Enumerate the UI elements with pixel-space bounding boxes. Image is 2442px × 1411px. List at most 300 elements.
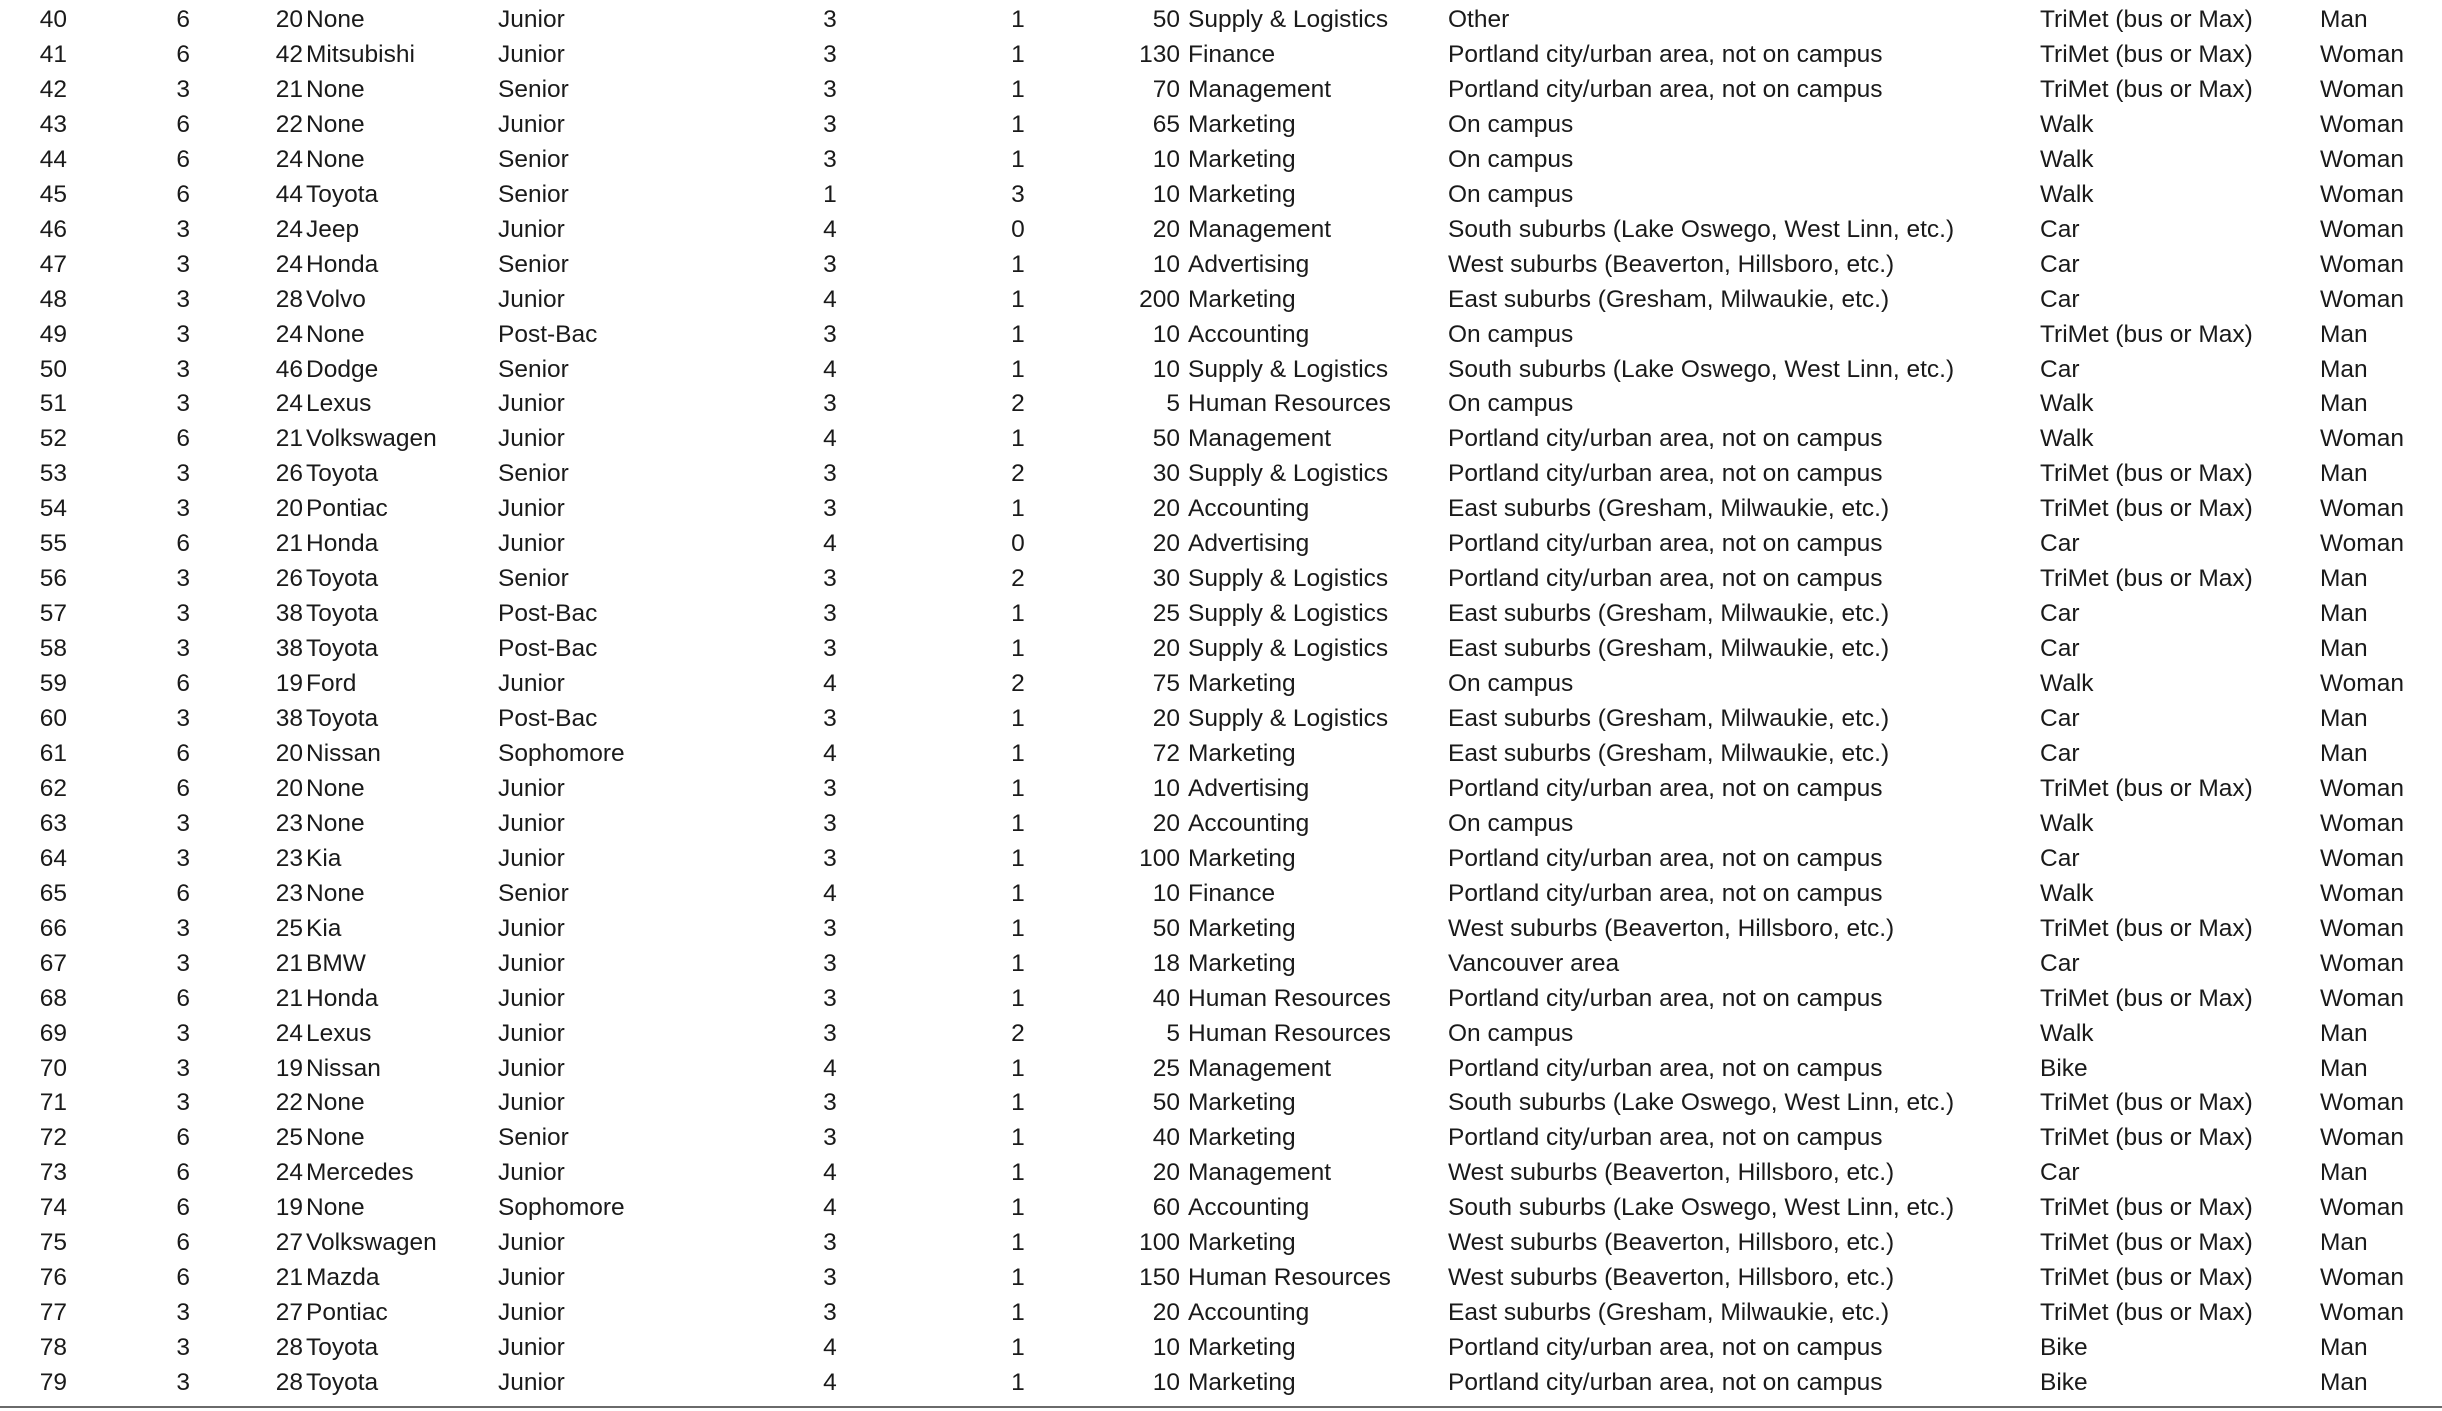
- cell-transport[interactable]: Car: [2040, 250, 2080, 278]
- cell-major[interactable]: Management: [1188, 425, 1332, 453]
- cell-location[interactable]: East suburbs (Gresham, Milwaukie, etc.): [1448, 1299, 1890, 1327]
- cell-col-b[interactable]: 20: [275, 6, 303, 33]
- cell-class-year[interactable]: Junior: [498, 914, 565, 942]
- cell-major[interactable]: Marketing: [1188, 1124, 1296, 1152]
- cell-col-e[interactable]: 1: [1011, 495, 1025, 523]
- cell-row-number[interactable]: 72: [39, 1124, 67, 1152]
- cell-col-b[interactable]: 24: [275, 250, 303, 278]
- cell-transport[interactable]: Walk: [2040, 145, 2094, 173]
- cell-col-e[interactable]: 1: [1011, 75, 1025, 103]
- cell-col-a[interactable]: 6: [176, 425, 190, 453]
- cell-car-brand[interactable]: Dodge: [306, 355, 379, 383]
- cell-gender[interactable]: Man: [2320, 6, 2368, 33]
- cell-car-brand[interactable]: Toyota: [306, 1369, 379, 1397]
- cell-col-f[interactable]: 10: [1152, 879, 1180, 907]
- cell-col-a[interactable]: 3: [176, 355, 190, 383]
- cell-location[interactable]: South suburbs (Lake Oswego, West Linn, etc.): [1448, 215, 1955, 243]
- cell-row-number[interactable]: 66: [39, 914, 67, 942]
- cell-class-year[interactable]: Senior: [498, 355, 569, 383]
- cell-class-year[interactable]: Senior: [498, 250, 569, 278]
- cell-col-b[interactable]: 21: [275, 1264, 303, 1292]
- cell-transport[interactable]: Car: [2040, 739, 2080, 767]
- cell-major[interactable]: Accounting: [1188, 1194, 1310, 1222]
- cell-major[interactable]: Finance: [1188, 40, 1276, 68]
- cell-car-brand[interactable]: Toyota: [306, 565, 379, 593]
- cell-col-d[interactable]: 3: [823, 145, 837, 173]
- cell-major[interactable]: Management: [1188, 215, 1332, 243]
- cell-row-number[interactable]: 78: [39, 1334, 67, 1362]
- cell-col-d[interactable]: 3: [823, 844, 837, 872]
- cell-transport[interactable]: Car: [2040, 635, 2080, 663]
- cell-car-brand[interactable]: Toyota: [306, 180, 379, 208]
- cell-col-d[interactable]: 3: [823, 6, 837, 33]
- cell-row-number[interactable]: 71: [39, 1089, 67, 1117]
- cell-car-brand[interactable]: Toyota: [306, 600, 379, 628]
- cell-transport[interactable]: TriMet (bus or Max): [2040, 495, 2253, 523]
- cell-car-brand[interactable]: Ford: [306, 670, 357, 698]
- cell-col-f[interactable]: 5: [1166, 1019, 1180, 1047]
- cell-col-b[interactable]: 19: [275, 1054, 303, 1082]
- cell-gender[interactable]: Woman: [2320, 774, 2404, 802]
- cell-col-e[interactable]: 1: [1011, 40, 1025, 68]
- cell-col-a[interactable]: 3: [176, 635, 190, 663]
- cell-location[interactable]: South suburbs (Lake Oswego, West Linn, etc.): [1448, 1194, 1955, 1222]
- cell-col-f[interactable]: 65: [1152, 110, 1180, 138]
- cell-major[interactable]: Supply & Logistics: [1188, 6, 1389, 33]
- cell-car-brand[interactable]: Honda: [306, 984, 379, 1012]
- cell-gender[interactable]: Woman: [2320, 250, 2404, 278]
- cell-col-e[interactable]: 1: [1011, 1089, 1025, 1117]
- cell-col-a[interactable]: 3: [176, 1019, 190, 1047]
- cell-row-number[interactable]: 51: [39, 390, 67, 418]
- cell-col-e[interactable]: 1: [1011, 635, 1025, 663]
- cell-col-f[interactable]: 20: [1152, 1159, 1180, 1187]
- cell-col-e[interactable]: 1: [1011, 355, 1025, 383]
- cell-class-year[interactable]: Junior: [498, 1054, 565, 1082]
- cell-col-b[interactable]: 44: [275, 180, 303, 208]
- cell-col-f[interactable]: 10: [1152, 774, 1180, 802]
- cell-transport[interactable]: TriMet (bus or Max): [2040, 75, 2253, 103]
- cell-col-e[interactable]: 1: [1011, 1229, 1025, 1257]
- cell-location[interactable]: Portland city/urban area, not on campus: [1448, 75, 1883, 103]
- cell-gender[interactable]: Man: [2320, 600, 2368, 628]
- cell-col-b[interactable]: 38: [275, 635, 303, 663]
- cell-car-brand[interactable]: BMW: [306, 949, 366, 977]
- cell-location[interactable]: East suburbs (Gresham, Milwaukie, etc.): [1448, 600, 1890, 628]
- cell-col-f[interactable]: 20: [1152, 705, 1180, 732]
- cell-col-d[interactable]: 4: [823, 1334, 837, 1362]
- cell-row-number[interactable]: 63: [39, 809, 67, 837]
- cell-col-b[interactable]: 26: [275, 565, 303, 593]
- cell-major[interactable]: Human Resources: [1188, 1019, 1391, 1047]
- cell-gender[interactable]: Woman: [2320, 40, 2404, 68]
- cell-col-e[interactable]: 1: [1011, 1159, 1025, 1187]
- cell-col-f[interactable]: 72: [1152, 739, 1180, 767]
- cell-car-brand[interactable]: Mazda: [306, 1264, 380, 1292]
- cell-major[interactable]: Accounting: [1188, 809, 1310, 837]
- cell-transport[interactable]: Bike: [2040, 1369, 2088, 1397]
- cell-col-b[interactable]: 20: [275, 774, 303, 802]
- cell-col-f[interactable]: 25: [1152, 600, 1180, 628]
- cell-major[interactable]: Marketing: [1188, 844, 1296, 872]
- cell-location[interactable]: Vancouver area: [1448, 949, 1620, 977]
- cell-class-year[interactable]: Junior: [498, 1334, 565, 1362]
- cell-col-b[interactable]: 26: [275, 460, 303, 488]
- cell-col-a[interactable]: 6: [176, 1264, 190, 1292]
- cell-col-d[interactable]: 3: [823, 40, 837, 68]
- cell-row-number[interactable]: 65: [39, 879, 67, 907]
- cell-class-year[interactable]: Junior: [498, 1299, 565, 1327]
- cell-gender[interactable]: Woman: [2320, 1264, 2404, 1292]
- cell-location[interactable]: West suburbs (Beaverton, Hillsboro, etc.): [1448, 1159, 1895, 1187]
- cell-col-e[interactable]: 1: [1011, 320, 1025, 348]
- cell-gender[interactable]: Woman: [2320, 285, 2404, 313]
- cell-col-e[interactable]: 1: [1011, 6, 1025, 33]
- cell-col-f[interactable]: 130: [1139, 40, 1180, 68]
- cell-col-d[interactable]: 4: [823, 1369, 837, 1397]
- cell-col-e[interactable]: 1: [1011, 1334, 1025, 1362]
- cell-col-e[interactable]: 1: [1011, 110, 1025, 138]
- cell-col-a[interactable]: 6: [176, 670, 190, 698]
- cell-col-e[interactable]: 1: [1011, 425, 1025, 453]
- cell-class-year[interactable]: Junior: [498, 1369, 565, 1397]
- cell-row-number[interactable]: 60: [39, 705, 67, 732]
- cell-col-b[interactable]: 19: [275, 670, 303, 698]
- cell-col-b[interactable]: 24: [275, 390, 303, 418]
- cell-row-number[interactable]: 41: [39, 40, 67, 68]
- cell-col-f[interactable]: 20: [1152, 635, 1180, 663]
- cell-location[interactable]: On campus: [1448, 809, 1574, 837]
- cell-gender[interactable]: Man: [2320, 1334, 2368, 1362]
- cell-transport[interactable]: TriMet (bus or Max): [2040, 320, 2253, 348]
- cell-major[interactable]: Marketing: [1188, 145, 1296, 173]
- cell-row-number[interactable]: 62: [39, 774, 67, 802]
- cell-class-year[interactable]: Junior: [498, 1229, 565, 1257]
- cell-car-brand[interactable]: None: [306, 1124, 365, 1152]
- cell-row-number[interactable]: 50: [39, 355, 67, 383]
- cell-car-brand[interactable]: Toyota: [306, 460, 379, 488]
- cell-class-year[interactable]: Post-Bac: [498, 705, 598, 732]
- cell-col-d[interactable]: 3: [823, 495, 837, 523]
- cell-transport[interactable]: Car: [2040, 285, 2080, 313]
- cell-col-f[interactable]: 25: [1152, 1054, 1180, 1082]
- cell-row-number[interactable]: 48: [39, 285, 67, 313]
- cell-transport[interactable]: TriMet (bus or Max): [2040, 1124, 2253, 1152]
- cell-class-year[interactable]: Junior: [498, 670, 565, 698]
- cell-col-a[interactable]: 6: [176, 774, 190, 802]
- cell-col-e[interactable]: 2: [1011, 565, 1025, 593]
- cell-gender[interactable]: Man: [2320, 460, 2368, 488]
- cell-car-brand[interactable]: None: [306, 145, 365, 173]
- cell-col-f[interactable]: 5: [1166, 390, 1180, 418]
- cell-col-e[interactable]: 1: [1011, 250, 1025, 278]
- cell-col-b[interactable]: 46: [275, 355, 303, 383]
- cell-col-b[interactable]: 28: [275, 285, 303, 313]
- cell-gender[interactable]: Man: [2320, 320, 2368, 348]
- cell-col-a[interactable]: 6: [176, 110, 190, 138]
- cell-location[interactable]: On campus: [1448, 320, 1574, 348]
- cell-col-f[interactable]: 10: [1152, 1369, 1180, 1397]
- cell-major[interactable]: Marketing: [1188, 110, 1296, 138]
- cell-major[interactable]: Marketing: [1188, 739, 1296, 767]
- cell-col-d[interactable]: 4: [823, 879, 837, 907]
- cell-transport[interactable]: Walk: [2040, 879, 2094, 907]
- cell-location[interactable]: South suburbs (Lake Oswego, West Linn, etc.): [1448, 1089, 1955, 1117]
- cell-class-year[interactable]: Junior: [498, 1264, 565, 1292]
- cell-col-d[interactable]: 3: [823, 949, 837, 977]
- cell-col-b[interactable]: 22: [275, 1089, 303, 1117]
- cell-class-year[interactable]: Junior: [498, 530, 565, 558]
- cell-car-brand[interactable]: None: [306, 809, 365, 837]
- cell-col-d[interactable]: 4: [823, 1194, 837, 1222]
- cell-car-brand[interactable]: Honda: [306, 530, 379, 558]
- cell-col-a[interactable]: 6: [176, 530, 190, 558]
- cell-row-number[interactable]: 59: [39, 670, 67, 698]
- cell-transport[interactable]: Car: [2040, 215, 2080, 243]
- cell-major[interactable]: Advertising: [1188, 530, 1310, 558]
- cell-major[interactable]: Accounting: [1188, 320, 1310, 348]
- cell-col-f[interactable]: 10: [1152, 1334, 1180, 1362]
- cell-col-f[interactable]: 18: [1152, 949, 1180, 977]
- cell-col-a[interactable]: 3: [176, 1054, 190, 1082]
- cell-col-d[interactable]: 3: [823, 1019, 837, 1047]
- cell-major[interactable]: Supply & Logistics: [1188, 705, 1389, 732]
- cell-row-number[interactable]: 69: [39, 1019, 67, 1047]
- cell-gender[interactable]: Woman: [2320, 180, 2404, 208]
- cell-car-brand[interactable]: None: [306, 75, 365, 103]
- cell-gender[interactable]: Woman: [2320, 75, 2404, 103]
- cell-transport[interactable]: TriMet (bus or Max): [2040, 1194, 2253, 1222]
- cell-col-d[interactable]: 3: [823, 774, 837, 802]
- cell-class-year[interactable]: Junior: [498, 1089, 565, 1117]
- cell-major[interactable]: Advertising: [1188, 774, 1310, 802]
- cell-transport[interactable]: TriMet (bus or Max): [2040, 40, 2253, 68]
- cell-gender[interactable]: Woman: [2320, 530, 2404, 558]
- cell-col-d[interactable]: 3: [823, 320, 837, 348]
- cell-location[interactable]: On campus: [1448, 1019, 1574, 1047]
- cell-row-number[interactable]: 55: [39, 530, 67, 558]
- cell-col-a[interactable]: 6: [176, 180, 190, 208]
- cell-col-d[interactable]: 3: [823, 1264, 837, 1292]
- cell-col-f[interactable]: 20: [1152, 1299, 1180, 1327]
- cell-major[interactable]: Human Resources: [1188, 390, 1391, 418]
- cell-transport[interactable]: TriMet (bus or Max): [2040, 984, 2253, 1012]
- cell-col-a[interactable]: 6: [176, 40, 190, 68]
- cell-car-brand[interactable]: Volkswagen: [306, 1229, 437, 1257]
- cell-class-year[interactable]: Junior: [498, 40, 565, 68]
- cell-col-a[interactable]: 3: [176, 1369, 190, 1397]
- cell-gender[interactable]: Man: [2320, 355, 2368, 383]
- cell-col-a[interactable]: 6: [176, 1124, 190, 1152]
- cell-gender[interactable]: Man: [2320, 1054, 2368, 1082]
- cell-col-e[interactable]: 3: [1011, 180, 1025, 208]
- cell-col-f[interactable]: 10: [1152, 320, 1180, 348]
- cell-transport[interactable]: TriMet (bus or Max): [2040, 565, 2253, 593]
- cell-class-year[interactable]: Junior: [498, 809, 565, 837]
- cell-transport[interactable]: Walk: [2040, 110, 2094, 138]
- cell-col-a[interactable]: 3: [176, 1334, 190, 1362]
- cell-major[interactable]: Marketing: [1188, 670, 1296, 698]
- cell-class-year[interactable]: Senior: [498, 1124, 569, 1152]
- cell-gender[interactable]: Woman: [2320, 110, 2404, 138]
- cell-gender[interactable]: Man: [2320, 705, 2368, 732]
- cell-gender[interactable]: Woman: [2320, 844, 2404, 872]
- cell-row-number[interactable]: 45: [39, 180, 67, 208]
- cell-col-a[interactable]: 6: [176, 1159, 190, 1187]
- cell-location[interactable]: West suburbs (Beaverton, Hillsboro, etc.): [1448, 914, 1895, 942]
- cell-location[interactable]: On campus: [1448, 390, 1574, 418]
- cell-class-year[interactable]: Senior: [498, 879, 569, 907]
- cell-col-d[interactable]: 4: [823, 285, 837, 313]
- cell-col-b[interactable]: 21: [275, 75, 303, 103]
- cell-col-e[interactable]: 1: [1011, 1299, 1025, 1327]
- cell-col-e[interactable]: 0: [1011, 215, 1025, 243]
- cell-major[interactable]: Marketing: [1188, 1369, 1296, 1397]
- cell-col-d[interactable]: 4: [823, 530, 837, 558]
- cell-col-d[interactable]: 3: [823, 565, 837, 593]
- cell-col-a[interactable]: 3: [176, 1089, 190, 1117]
- cell-col-e[interactable]: 2: [1011, 460, 1025, 488]
- cell-row-number[interactable]: 40: [39, 6, 67, 33]
- cell-col-a[interactable]: 3: [176, 809, 190, 837]
- cell-class-year[interactable]: Post-Bac: [498, 320, 598, 348]
- cell-col-e[interactable]: 1: [1011, 984, 1025, 1012]
- cell-transport[interactable]: Car: [2040, 1159, 2080, 1187]
- cell-col-e[interactable]: 1: [1011, 1264, 1025, 1292]
- cell-row-number[interactable]: 74: [39, 1194, 67, 1222]
- cell-car-brand[interactable]: Lexus: [306, 390, 372, 418]
- cell-transport[interactable]: Walk: [2040, 670, 2094, 698]
- cell-gender[interactable]: Woman: [2320, 670, 2404, 698]
- cell-class-year[interactable]: Sophomore: [498, 1194, 625, 1222]
- cell-col-a[interactable]: 3: [176, 320, 190, 348]
- cell-transport[interactable]: Car: [2040, 949, 2080, 977]
- cell-transport[interactable]: TriMet (bus or Max): [2040, 914, 2253, 942]
- cell-row-number[interactable]: 52: [39, 425, 67, 453]
- cell-gender[interactable]: Woman: [2320, 879, 2404, 907]
- cell-row-number[interactable]: 73: [39, 1159, 67, 1187]
- cell-row-number[interactable]: 49: [39, 320, 67, 348]
- cell-col-e[interactable]: 2: [1011, 670, 1025, 698]
- cell-col-a[interactable]: 3: [176, 949, 190, 977]
- cell-row-number[interactable]: 54: [39, 495, 67, 523]
- cell-transport[interactable]: Car: [2040, 844, 2080, 872]
- cell-col-f[interactable]: 40: [1152, 984, 1180, 1012]
- cell-col-e[interactable]: 1: [1011, 914, 1025, 942]
- cell-col-d[interactable]: 3: [823, 390, 837, 418]
- cell-car-brand[interactable]: Kia: [306, 914, 342, 942]
- cell-col-e[interactable]: 1: [1011, 844, 1025, 872]
- cell-col-b[interactable]: 21: [275, 530, 303, 558]
- cell-row-number[interactable]: 42: [39, 75, 67, 103]
- cell-col-a[interactable]: 3: [176, 285, 190, 313]
- cell-col-b[interactable]: 27: [275, 1229, 303, 1257]
- cell-col-e[interactable]: 2: [1011, 390, 1025, 418]
- cell-col-d[interactable]: 4: [823, 1054, 837, 1082]
- cell-col-b[interactable]: 23: [275, 809, 303, 837]
- cell-gender[interactable]: Man: [2320, 390, 2368, 418]
- cell-transport[interactable]: Car: [2040, 355, 2080, 383]
- cell-location[interactable]: Other: [1448, 6, 1510, 33]
- cell-row-number[interactable]: 75: [39, 1229, 67, 1257]
- cell-col-d[interactable]: 3: [823, 1229, 837, 1257]
- cell-col-f[interactable]: 10: [1152, 180, 1180, 208]
- cell-col-d[interactable]: 3: [823, 460, 837, 488]
- cell-col-f[interactable]: 70: [1152, 75, 1180, 103]
- cell-location[interactable]: Portland city/urban area, not on campus: [1448, 984, 1883, 1012]
- cell-major[interactable]: Accounting: [1188, 1299, 1310, 1327]
- cell-col-e[interactable]: 0: [1011, 530, 1025, 558]
- cell-col-b[interactable]: 28: [275, 1369, 303, 1397]
- cell-col-f[interactable]: 150: [1139, 1264, 1180, 1292]
- cell-major[interactable]: Marketing: [1188, 914, 1296, 942]
- cell-col-d[interactable]: 4: [823, 1159, 837, 1187]
- cell-col-d[interactable]: 3: [823, 705, 837, 732]
- cell-location[interactable]: Portland city/urban area, not on campus: [1448, 879, 1883, 907]
- cell-col-a[interactable]: 3: [176, 844, 190, 872]
- cell-gender[interactable]: Man: [2320, 1159, 2368, 1187]
- cell-col-b[interactable]: 25: [275, 914, 303, 942]
- cell-car-brand[interactable]: Nissan: [306, 1054, 381, 1082]
- cell-col-f[interactable]: 60: [1152, 1194, 1180, 1222]
- cell-col-f[interactable]: 50: [1152, 914, 1180, 942]
- cell-location[interactable]: Portland city/urban area, not on campus: [1448, 425, 1883, 453]
- cell-col-a[interactable]: 6: [176, 984, 190, 1012]
- cell-col-e[interactable]: 1: [1011, 1054, 1025, 1082]
- cell-col-a[interactable]: 3: [176, 495, 190, 523]
- cell-transport[interactable]: Walk: [2040, 809, 2094, 837]
- cell-transport[interactable]: Walk: [2040, 180, 2094, 208]
- cell-col-a[interactable]: 6: [176, 879, 190, 907]
- cell-col-b[interactable]: 24: [275, 215, 303, 243]
- cell-col-a[interactable]: 3: [176, 460, 190, 488]
- cell-col-b[interactable]: 23: [275, 879, 303, 907]
- cell-major[interactable]: Management: [1188, 75, 1332, 103]
- cell-col-d[interactable]: 3: [823, 984, 837, 1012]
- cell-col-b[interactable]: 24: [275, 1019, 303, 1047]
- cell-row-number[interactable]: 61: [39, 739, 67, 767]
- cell-gender[interactable]: Woman: [2320, 949, 2404, 977]
- cell-col-a[interactable]: 3: [176, 250, 190, 278]
- cell-row-number[interactable]: 56: [39, 565, 67, 593]
- cell-location[interactable]: East suburbs (Gresham, Milwaukie, etc.): [1448, 705, 1890, 732]
- cell-location[interactable]: East suburbs (Gresham, Milwaukie, etc.): [1448, 635, 1890, 663]
- cell-col-d[interactable]: 3: [823, 600, 837, 628]
- cell-row-number[interactable]: 77: [39, 1299, 67, 1327]
- cell-class-year[interactable]: Junior: [498, 844, 565, 872]
- cell-col-f[interactable]: 75: [1152, 670, 1180, 698]
- cell-major[interactable]: Accounting: [1188, 495, 1310, 523]
- cell-col-d[interactable]: 3: [823, 110, 837, 138]
- cell-gender[interactable]: Woman: [2320, 809, 2404, 837]
- cell-col-b[interactable]: 28: [275, 1334, 303, 1362]
- cell-location[interactable]: East suburbs (Gresham, Milwaukie, etc.): [1448, 495, 1890, 523]
- cell-car-brand[interactable]: Toyota: [306, 635, 379, 663]
- cell-col-d[interactable]: 1: [823, 180, 837, 208]
- cell-col-b[interactable]: 20: [275, 495, 303, 523]
- cell-gender[interactable]: Woman: [2320, 425, 2404, 453]
- cell-class-year[interactable]: Senior: [498, 145, 569, 173]
- cell-location[interactable]: Portland city/urban area, not on campus: [1448, 844, 1883, 872]
- cell-location[interactable]: Portland city/urban area, not on campus: [1448, 530, 1883, 558]
- cell-gender[interactable]: Man: [2320, 739, 2368, 767]
- cell-col-b[interactable]: 42: [275, 40, 303, 68]
- cell-car-brand[interactable]: Toyota: [306, 1334, 379, 1362]
- cell-transport[interactable]: TriMet (bus or Max): [2040, 1229, 2253, 1257]
- cell-col-d[interactable]: 4: [823, 215, 837, 243]
- cell-col-b[interactable]: 20: [275, 739, 303, 767]
- cell-col-a[interactable]: 6: [176, 6, 190, 33]
